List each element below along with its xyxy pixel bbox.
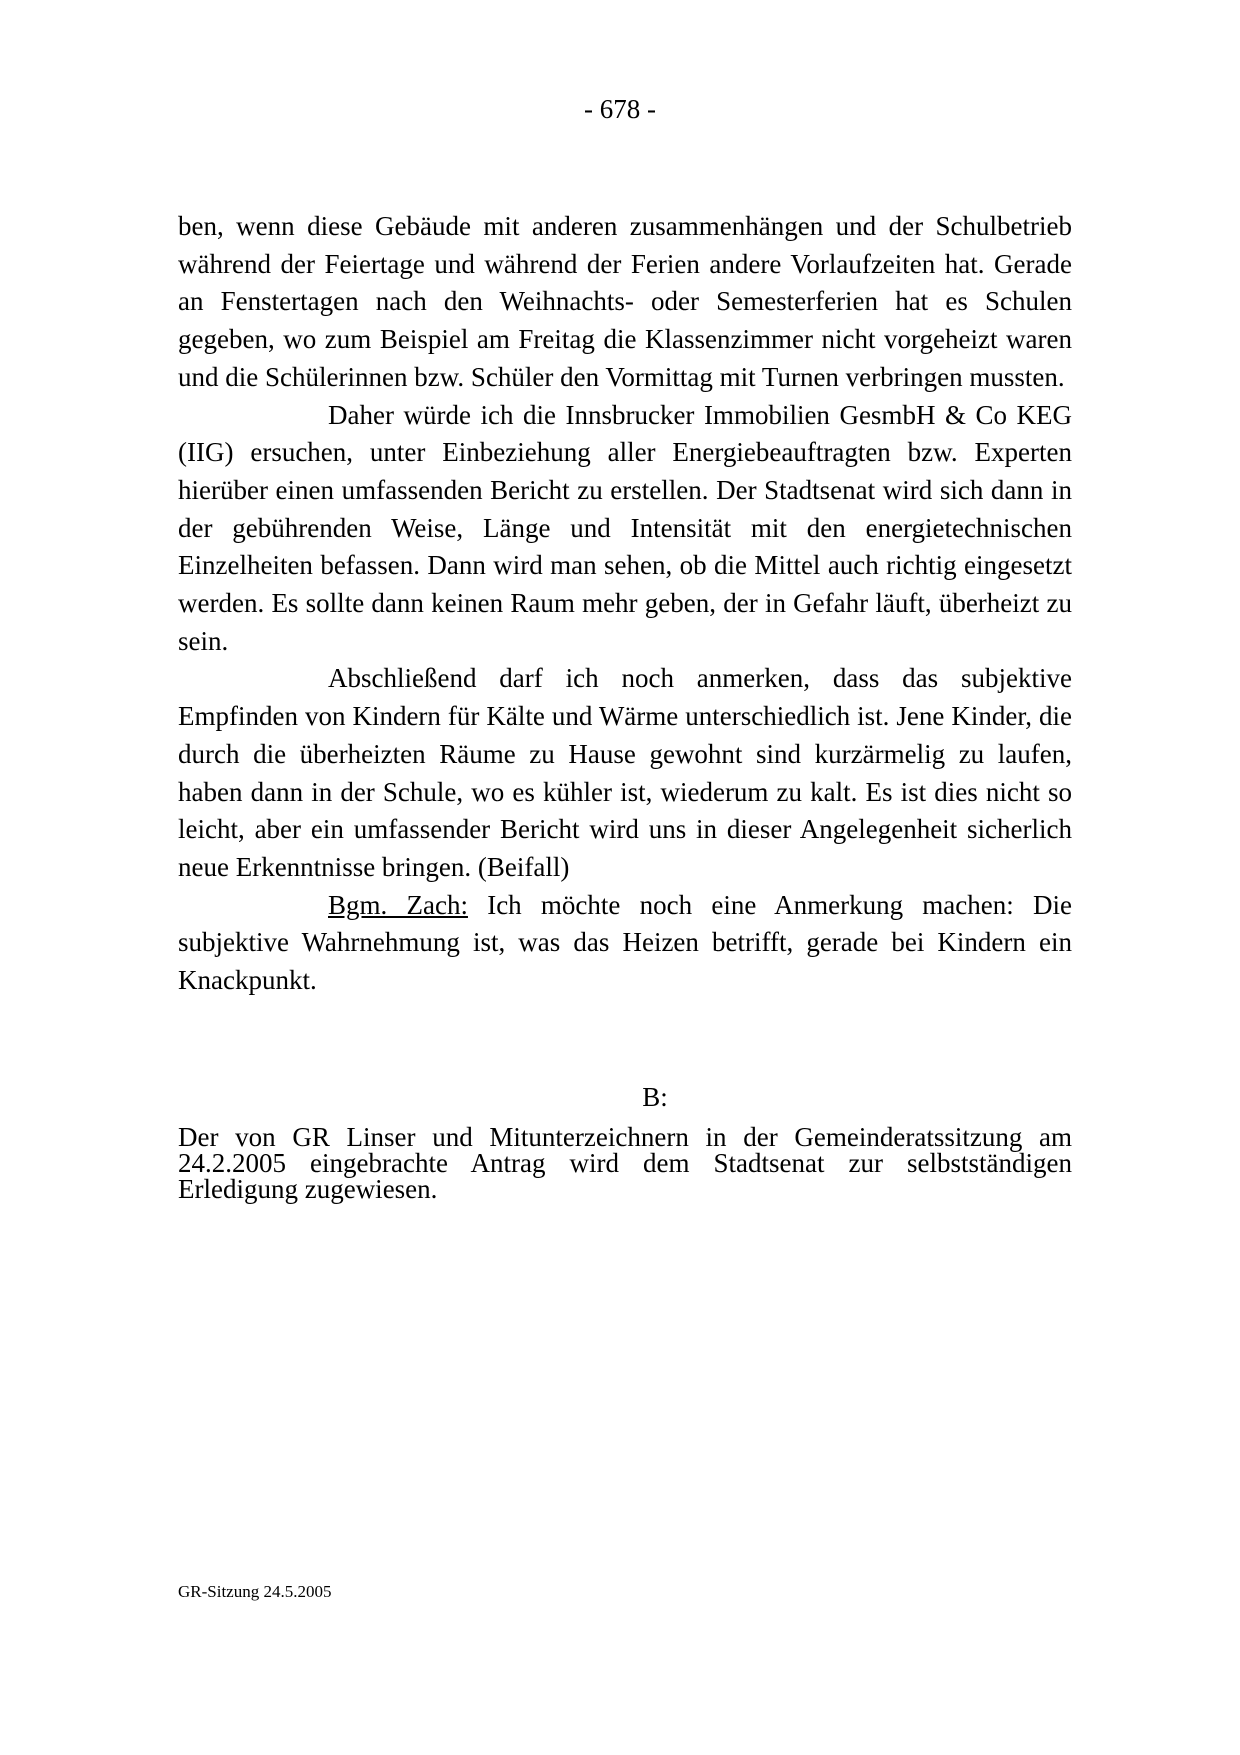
document-body	[178, 208, 1072, 1000]
paragraph: Daher würde ich die Innsbrucker Immobilien GesmbH & Co KEG (IIG) ersuchen, unter Einbeziehung aller Energiebeauftragten bzw. Experten hierüber einen umfassenden Bericht zu erstellen. Der Stadtsenat wird sich dann in der gebührenden Weise, Länge und Intensität mit den energietechnischen Einzelheiten befassen. Dann wird man sehen, ob die Mittel auch richtig eingesetzt werden. Es sollte dann keinen Raum mehr geben, der in Gefahr läuft, überheizt zu sein.	[178, 399, 1072, 656]
speaker-label: Bgm. Zach:	[328, 889, 468, 920]
resolution-text: Der von GR Linser und Mitunterzeichnern in der Gemeinderatssitzung am 24.2.2005 eingebrachte Antrag wird dem Stadtsenat zur selbstständigen Erledigung zugewiesen.	[178, 1122, 1072, 1204]
paragraph: ben, wenn diese Gebäude mit anderen zusammenhängen und der Schulbetrieb während der Feiertage und während der Ferien andere Vorlaufzeiten hat. Gerade an Fenstertagen nach den Weihnachts- oder Semesterferien hat es Schulen gegeben, wo zum Beispiel am Freitag die Klassenzimmer nicht vorgeheizt waren und die Schülerinnen bzw. Schüler den Vormittag mit Turnen verbringen mussten.	[178, 211, 1072, 392]
section-label: B:	[642, 1082, 668, 1112]
page-number: - 678 -	[584, 94, 656, 124]
footer-session-info: GR-Sitzung 24.5.2005	[178, 1582, 332, 1601]
statement-text: Ich möchte noch eine Anmerkung machen: Die subjektive Wahrnehmung ist, was das Heizen betrifft, gerade bei Kindern ein Knackpunkt.	[178, 889, 1072, 996]
paragraph: Abschließend darf ich noch anmerken, dass das subjektive Empfinden von Kindern für Kälte und Wärme unterschiedlich ist. Jene Kinder, die durch die überheizten Räume zu Hause gewohnt sind kurzärmelig zu laufen, haben dann in der Schule, wo es kühler ist, wiederum zu kalt. Es ist dies nicht so leicht, aber ein umfassender Bericht wird uns in dieser Angelegenheit sicherlich neue Erkenntnisse bringen. (Beifall)	[178, 663, 1072, 882]
statement-paragraph	[178, 887, 1072, 1000]
